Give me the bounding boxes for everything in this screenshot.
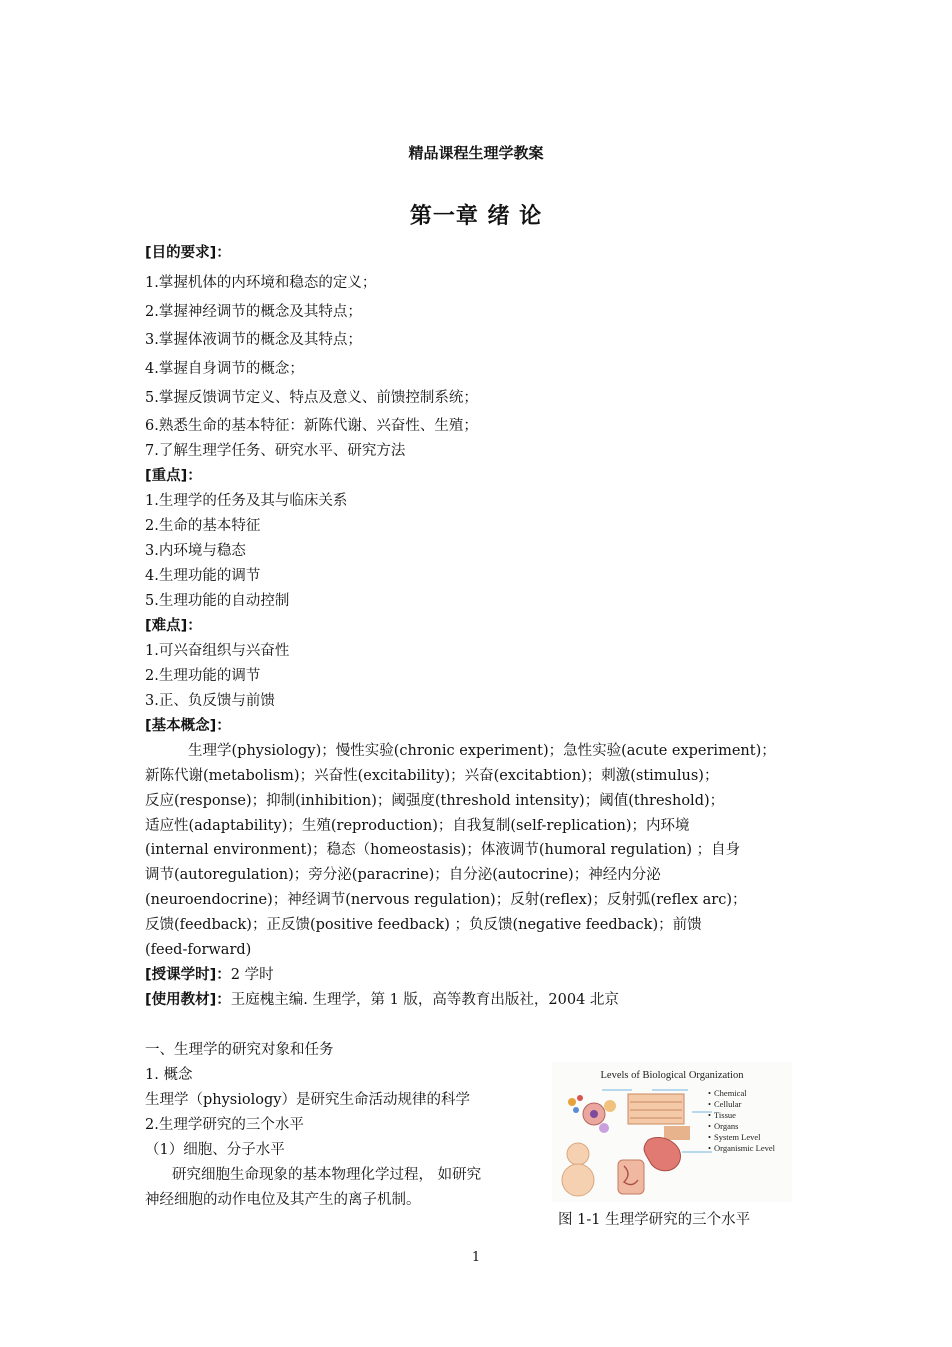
cell-cluster-graphic — [568, 1095, 616, 1133]
goal-item: 6.熟悉生命的基本特征：新陈代谢、兴奋性、生殖； — [145, 418, 478, 434]
key-point-item: 1.生理学的任务及其与临床关系 — [145, 493, 348, 509]
item-heading: 2.生理学研究的三个水平 — [145, 1117, 304, 1133]
figure-caption: 图 1-1 生理学研究的三个水平 — [558, 1212, 751, 1228]
svg-text:•: • — [708, 1121, 711, 1131]
key-point-item: 4.生理功能的调节 — [145, 568, 261, 584]
key-points-label: [重点] — [145, 468, 188, 484]
teaching-hours-value: 2 学时 — [230, 967, 274, 983]
teaching-hours: [授课学时]：2 学时 — [145, 967, 274, 983]
item-heading: 1. 概念 — [145, 1067, 193, 1083]
svg-text:•: • — [708, 1088, 711, 1098]
concepts-line: 反馈(feedback)；正反馈(positive feedback) ；负反馈(negative feedback)；前馈 — [145, 917, 702, 933]
chapter-title: 第一章 绪 论 — [409, 203, 543, 229]
textbook-label: [使用教材] — [145, 992, 217, 1008]
difficult-points-heading: [难点]： — [145, 618, 202, 634]
section-title: 一、生理学的研究对象和任务 — [145, 1042, 334, 1058]
level-label: Organs — [714, 1121, 739, 1131]
goals-label: [目的要求] — [145, 245, 217, 261]
item-paragraph-line: 研究细胞生命现象的基本物理化学过程， 如研究 — [172, 1167, 482, 1183]
goal-item: 5.掌握反馈调节定义、特点及意义、前馈控制系统； — [145, 390, 478, 406]
figure-title: Levels of Biological Organization — [600, 1070, 744, 1081]
goal-item: 1.掌握机体的内环境和稳态的定义； — [145, 275, 377, 291]
svg-text:•: • — [708, 1099, 711, 1109]
concepts-line: (neuroendocrine)；神经调节(nervous regulation)；反射(reflex)；反射弧(reflex arc)； — [145, 892, 747, 908]
level-label: Tissue — [714, 1110, 736, 1120]
difficult-point-item: 1.可兴奋组织与兴奋性 — [145, 643, 290, 659]
organism-graphic — [562, 1143, 594, 1196]
concepts-line: 生理学(physiology)；慢性实验(chronic experiment)；急性实验(acute experiment)； — [188, 743, 776, 759]
organ-graphic — [644, 1137, 680, 1170]
level-label: System Level — [714, 1132, 761, 1142]
svg-text:•: • — [708, 1143, 711, 1153]
item-paragraph-line: 神经细胞的动作电位及其产生的离子机制。 — [145, 1192, 421, 1208]
page-number: 1 — [471, 1250, 481, 1265]
system-graphic — [618, 1160, 644, 1194]
key-point-item: 5.生理功能的自动控制 — [145, 593, 290, 609]
difficult-point-item: 3.正、负反馈与前馈 — [145, 693, 275, 709]
goals-heading: [目的要求]： — [145, 245, 231, 261]
item-subheading: （1）细胞、分子水平 — [145, 1142, 285, 1158]
key-point-item: 2.生命的基本特征 — [145, 518, 261, 534]
key-point-item: 3.内环境与稳态 — [145, 543, 246, 559]
difficult-points-label: [难点] — [145, 618, 188, 634]
level-label: Organismic Level — [714, 1143, 775, 1153]
svg-text:•: • — [708, 1132, 711, 1142]
document-header: 精品课程生理学教案 — [408, 144, 544, 162]
svg-text:•: • — [708, 1110, 711, 1120]
item-text: 生理学（physiology）是研究生命活动规律的科学 — [145, 1092, 470, 1108]
teaching-hours-label: [授课学时] — [145, 967, 217, 983]
textbook-value: 王庭槐主编. 生理学，第 1 版，高等教育出版社，2004 北京 — [230, 992, 619, 1008]
concepts-label: [基本概念] — [145, 718, 217, 734]
tissue-graphic — [628, 1094, 690, 1140]
level-label: Cellular — [714, 1099, 742, 1109]
level-label: Chemical — [714, 1088, 747, 1098]
goal-item: 7.了解生理学任务、研究水平、研究方法 — [145, 443, 406, 459]
key-points-heading: [重点]： — [145, 468, 202, 484]
concepts-line: (feed-forward) — [145, 942, 252, 958]
textbook: [使用教材]：王庭槐主编. 生理学，第 1 版，高等教育出版社，2004 北京 — [145, 992, 619, 1008]
concepts-line: 新陈代谢(metabolism)；兴奋性(excitability)；兴奋(excitabtion)；刺激(stimulus)； — [145, 768, 719, 784]
concepts-line: 适应性(adaptability)；生殖(reproduction)；自我复制(self-replication)；内环境 — [145, 818, 690, 834]
goal-item: 3.掌握体液调节的概念及其特点； — [145, 332, 362, 348]
concepts-line: 调节(autoregulation)；旁分泌(paracrine)；自分泌(autocrine)；神经内分泌 — [145, 867, 661, 883]
concepts-heading: [基本概念]： — [145, 718, 231, 734]
concepts-line: 反应(response)；抑制(inhibition)；阈强度(threshold intensity)；阈值(threshold)； — [145, 793, 725, 809]
biological-levels-figure — [552, 1062, 792, 1202]
concepts-line: (internal environment)；稳态（homeostasis)；体液调节(humoral regulation) ；自身 — [145, 842, 741, 858]
goal-item: 2.掌握神经调节的概念及其特点； — [145, 304, 362, 320]
difficult-point-item: 2.生理功能的调节 — [145, 668, 261, 684]
biological-levels-illustration — [552, 1062, 792, 1202]
goal-item: 4.掌握自身调节的概念； — [145, 361, 304, 377]
